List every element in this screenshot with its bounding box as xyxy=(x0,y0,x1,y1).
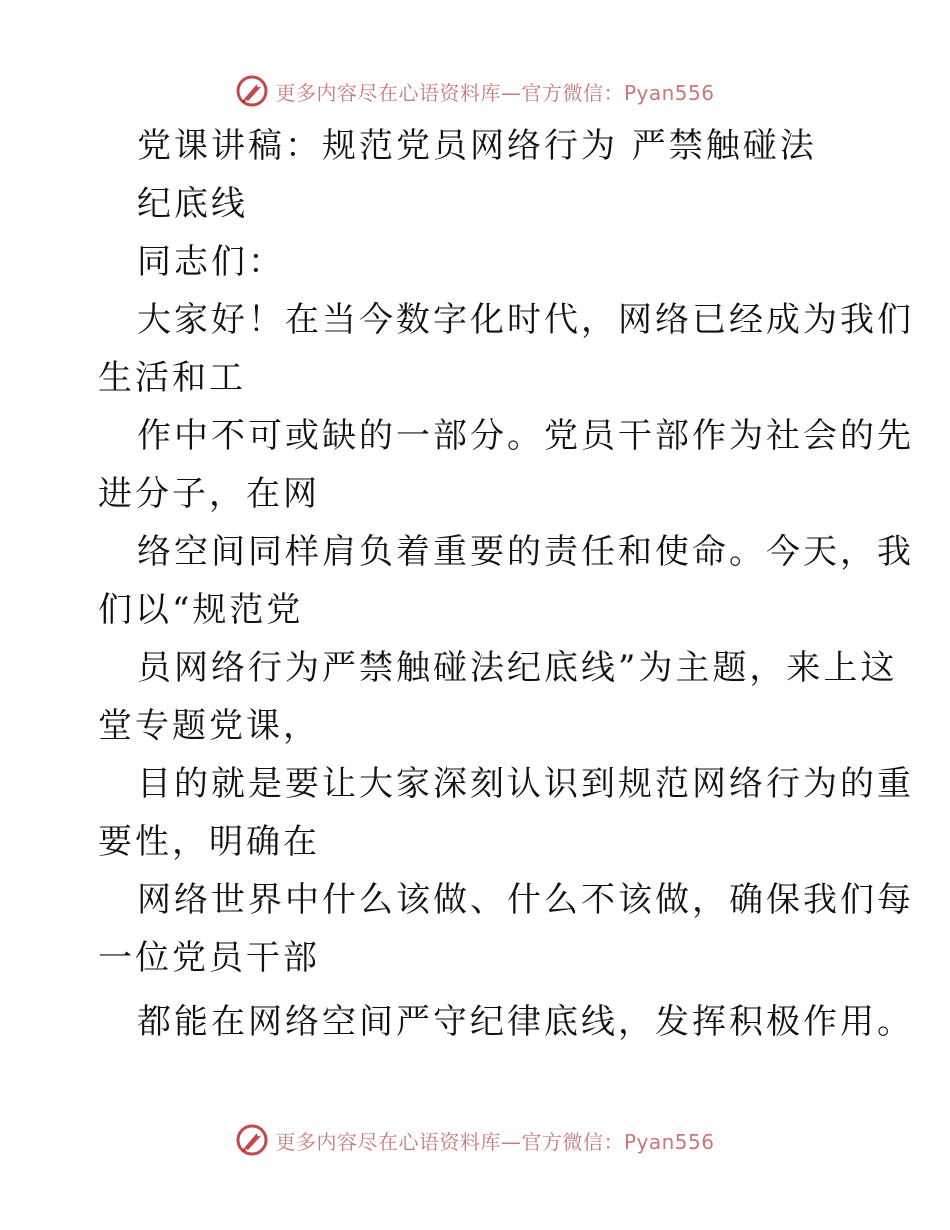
paragraph-line: 大家好！在当今数字化时代，网络已经成为我们 xyxy=(137,300,914,340)
salutation: 同志们： xyxy=(137,242,285,282)
paragraph-line: 生活和工 xyxy=(98,358,246,398)
title-line-2: 纪底线 xyxy=(137,184,248,224)
paragraph-line: 络空间同样肩负着重要的责任和使命。今天，我 xyxy=(137,532,914,572)
pen-logo-icon xyxy=(235,74,269,108)
pen-logo-icon xyxy=(235,1123,269,1157)
header-watermark xyxy=(0,71,950,111)
watermark-text: 更多内容尽在心语资料库—官方微信：Pyan556 xyxy=(275,1129,715,1154)
paragraph-line: 都能在网络空间严守纪律底线，发挥积极作用。 xyxy=(137,1002,914,1042)
paragraph-line: 目的就是要让大家深刻认识到规范网络行为的重 xyxy=(137,764,914,804)
paragraph-line: 一位党员干部 xyxy=(98,938,320,978)
paragraph-line: 要性，明确在 xyxy=(98,822,320,862)
paragraph-line: 员网络行为严禁触碰法纪底线”为主题，来上这 xyxy=(137,648,898,688)
watermark-text: 更多内容尽在心语资料库—官方微信：Pyan556 xyxy=(275,80,715,105)
paragraph-line: 们以“规范党 xyxy=(98,590,304,630)
paragraph-line: 堂专题党课， xyxy=(98,706,320,746)
title-line-1: 党课讲稿：规范党员网络行为 严禁触碰法 xyxy=(137,126,817,166)
paragraph-line: 网络世界中什么该做、什么不该做，确保我们每 xyxy=(137,880,914,920)
footer-watermark xyxy=(0,1120,950,1160)
paragraph-line: 进分子，在网 xyxy=(98,474,320,514)
paragraph-line: 作中不可或缺的一部分。党员干部作为社会的先 xyxy=(137,416,914,456)
